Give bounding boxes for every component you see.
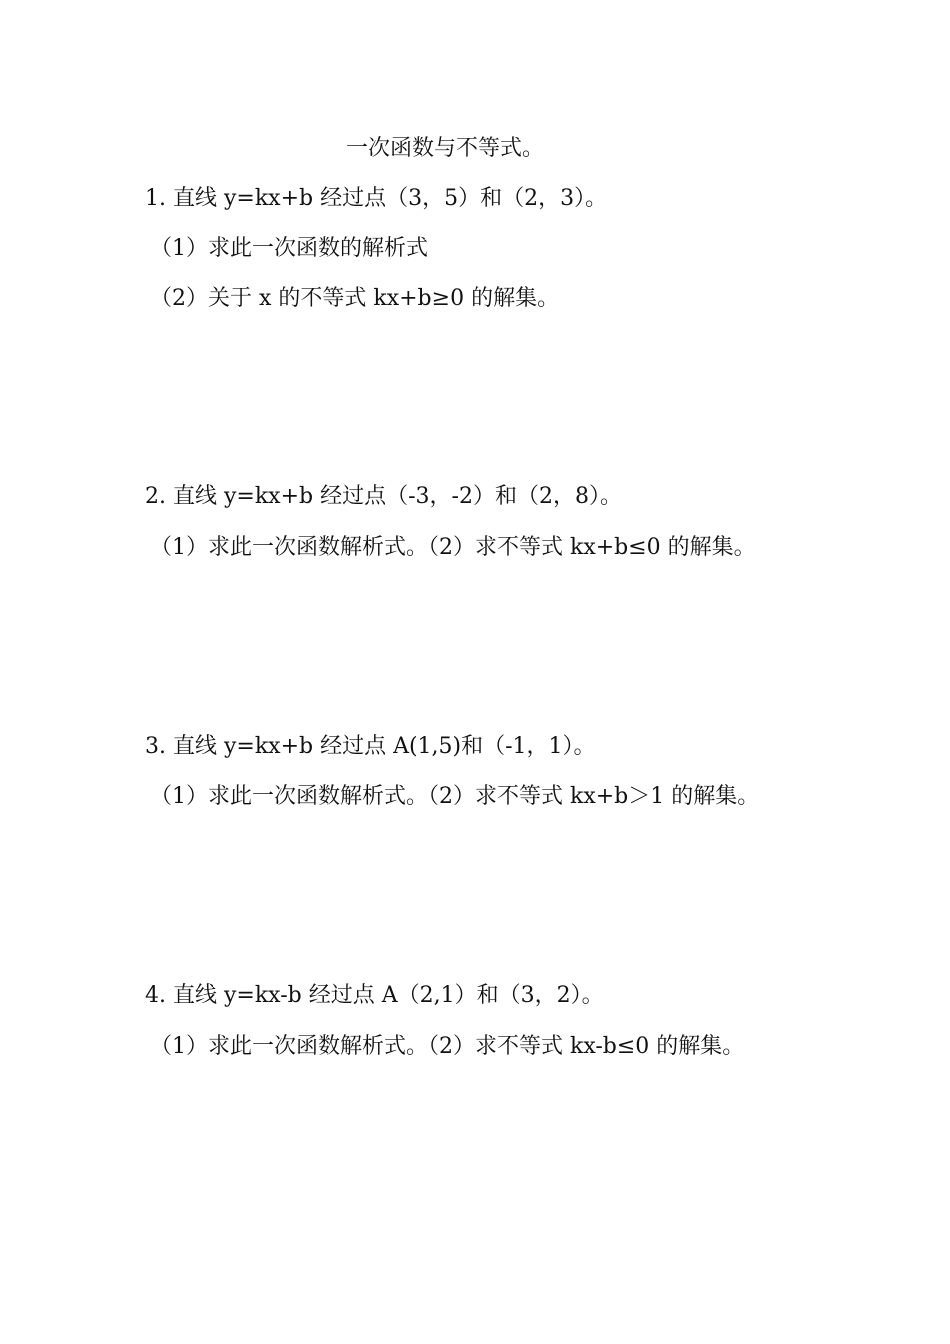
question-3-stem: 3. 直线 y=kx+b 经过点 A(1,5)和（-1，1）。	[145, 734, 596, 759]
question-1-part-2: （2）关于 x 的不等式 kx+b≥0 的解集。	[150, 286, 560, 311]
question-4-stem: 4. 直线 y=kx-b 经过点 A（2,1）和（3，2）。	[145, 983, 604, 1008]
question-1-part-1: （1）求此一次函数的解析式	[150, 236, 428, 261]
question-2-parts: （1）求此一次函数解析式。（2）求不等式 kx+b≤0 的解集。	[150, 535, 756, 560]
question-1-stem: 1. 直线 y=kx+b 经过点（3，5）和（2，3）。	[145, 186, 608, 211]
question-2-stem: 2. 直线 y=kx+b 经过点（-3，-2）和（2，8）。	[145, 484, 622, 509]
question-4-parts: （1）求此一次函数解析式。（2）求不等式 kx-b≤0 的解集。	[150, 1034, 745, 1059]
document-title: 一次函数与不等式。	[345, 136, 544, 161]
question-3-parts: （1）求此一次函数解析式。（2）求不等式 kx+b＞1 的解集。	[150, 784, 760, 809]
